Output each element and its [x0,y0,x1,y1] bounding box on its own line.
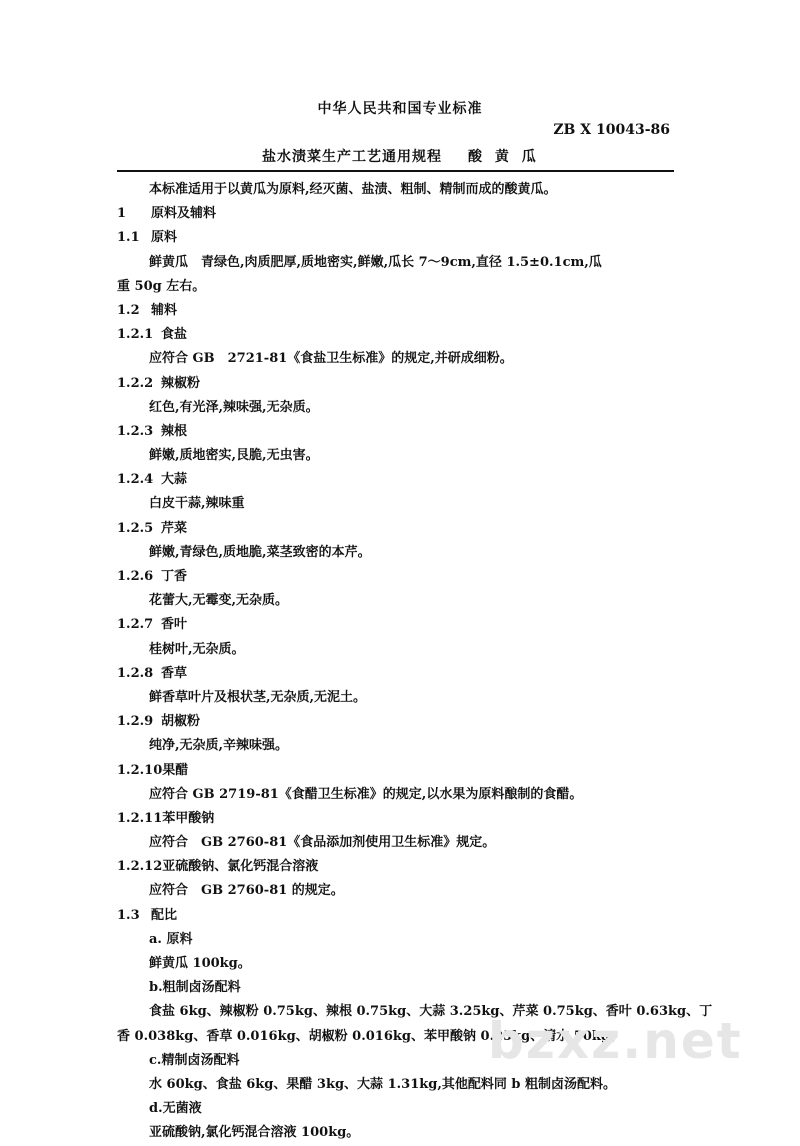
section-title: 香叶 [161,617,188,633]
ratio-a-label: a. 原料 [149,931,193,947]
ratio-a-text: 鲜黄瓜 100kg。 [149,956,251,971]
section-heading [0,710,800,734]
ratio-b-text: 食盐 6kg、辣椒粉 0.75kg、辣根 0.75kg、大蒜 3.25kg、芹菜 0.75kg、香叶 0.63kg、丁 [149,1004,713,1020]
section-number: 1.2.6 [117,569,154,584]
ratio-b-label: b.粗制卤汤配料 [149,980,241,996]
body-text: 鲜香草叶片及根状茎,无杂质,无泥土。 [149,689,367,705]
section-heading [0,662,800,686]
section-number: 1.2.2 [117,375,154,391]
body-text: 应符合 GB 2719-81《食醋卫生标准》的规定,以水果为原料酿制的食醋。 [149,786,583,802]
section-heading [0,517,800,541]
section-heading [0,468,800,492]
section-number: 1.2.11 [117,810,163,826]
section-title: 苯甲酸钠 [162,810,215,826]
section-number: 1.2.8 [117,665,154,681]
section-heading [0,420,800,444]
standard-name: 盐水渍菜生产工艺通用规程 [262,149,442,165]
section-heading [0,855,800,879]
section-heading [0,372,800,396]
section-title: 配比 [151,907,178,923]
body-text: 应符合 GB 2721-81《食盐卫生标准》的规定,并研成细粉。 [149,351,513,367]
section-heading [0,226,800,250]
body-text: 白皮干蒜,辣味重 [149,496,245,512]
site-watermark: bzxz.net [488,1012,743,1070]
section-heading [0,759,800,783]
section-title: 芹菜 [161,520,188,536]
intro-paragraph: 本标准适用于以黄瓜为原料,经灭菌、盐渍、粗制、精制而成的酸黄瓜。 [149,182,557,197]
section-title: 大蒜 [161,472,188,488]
section-number: 1.2.1 [117,327,154,343]
section-heading [0,323,800,347]
body-text: 红色,有光泽,辣味强,无杂质。 [149,399,319,415]
body-text: 纯净,无杂质,辛辣味强。 [149,738,289,754]
section-number: 1.2 [117,302,140,318]
section-number: 1.2.3 [117,423,154,439]
section-heading [0,904,800,928]
standard-code: ZB X 10043-86 [553,122,670,138]
section-heading [0,299,800,323]
section-number: 1.2.4 [117,472,154,488]
section-number: 1.3 [117,907,140,923]
section-heading [0,565,800,589]
body-text: 重 50g 左右。 [117,278,206,294]
body-text: 应符合 GB 2760-81 的规定。 [149,883,344,899]
header-rule [117,170,674,172]
body-text: 鲜嫩,质地密实,艮脆,无虫害。 [149,448,319,464]
section-title: 胡椒粉 [161,714,201,730]
org-title: 中华人民共和国专业标准 [317,101,483,117]
section-title: 原料 [151,230,178,246]
section-heading [0,202,800,226]
ratio-b-text: 香 0.038kg、香草 0.016kg、胡椒粉 0.016kg、苯甲酸钠 0.25kg、清水 50kg。 [117,1028,623,1044]
ratio-c-label: c.精制卤汤配料 [149,1052,240,1068]
section-title: 丁香 [161,569,188,584]
section-title: 果醋 [162,762,189,778]
section-title: 香草 [161,665,188,681]
body-text: 鲜黄瓜 青绿色,肉质肥厚,质地密实,鲜嫩,瓜长 7～9cm,直径 1.5±0.1cm,瓜 [149,254,602,270]
section-number: 1.2.12 [117,859,163,875]
body-text: 鲜嫩,青绿色,质地脆,菜茎致密的本芹。 [149,544,371,560]
section-number: 1.2.10 [117,762,163,778]
section-title: 原料及辅料 [151,206,217,222]
ratio-d-label: d.无菌液 [149,1101,202,1117]
section-title: 亚硫酸钠、氯化钙混合溶液 [162,859,319,875]
body-text: 桂树叶,无杂质。 [149,641,245,657]
product-name: 酸 黄 瓜 [468,149,540,165]
section-number: 1 [117,206,127,222]
section-number: 1.2.5 [117,520,154,536]
section-title: 辅料 [151,302,178,318]
section-title: 辣椒粉 [161,375,201,391]
section-title: 食盐 [161,327,188,343]
ratio-d-text: 亚硫酸钠,氯化钙混合溶液 100kg。 [149,1125,360,1141]
section-heading [0,613,800,637]
body-text: 花蕾大,无霉变,无杂质。 [149,593,289,609]
section-title: 辣根 [161,423,188,439]
section-number: 1.1 [117,230,140,246]
section-number: 1.2.7 [117,617,154,633]
ratio-c-text: 水 60kg、食盐 6kg、果醋 3kg、大蒜 1.31kg,其他配料同 b 粗制卤汤配料。 [149,1076,617,1092]
document-body [0,178,800,1146]
section-number: 1.2.9 [117,714,154,730]
body-text: 应符合 GB 2760-81《食品添加剂使用卫生标准》规定。 [149,835,496,851]
section-heading [0,807,800,831]
